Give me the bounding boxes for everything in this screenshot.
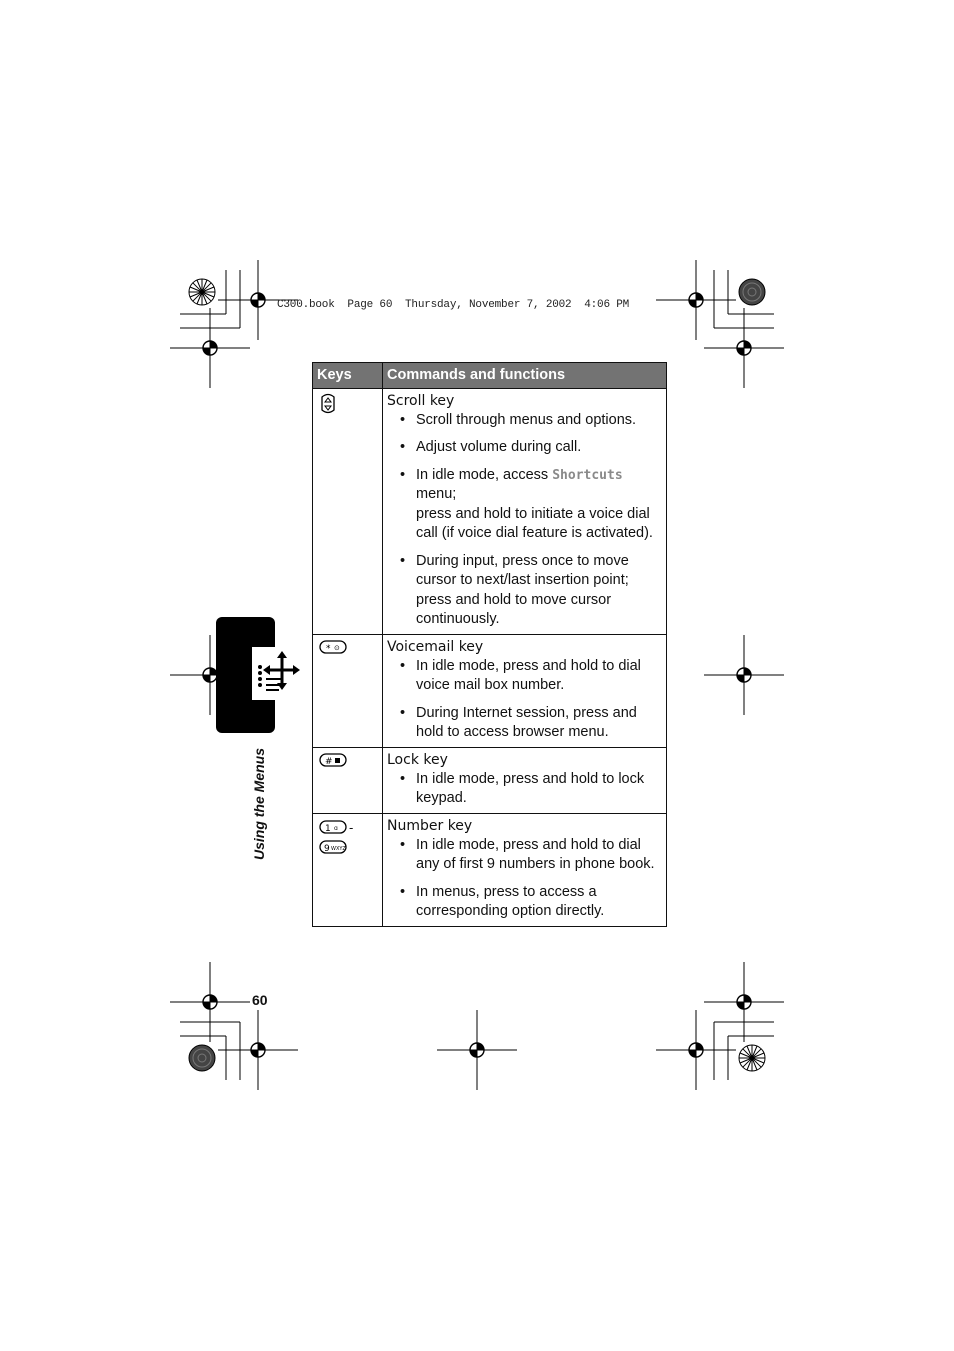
list-item: • In menus, press to access a corresponding option directly. xyxy=(387,883,660,922)
list-item: • Scroll through menus and options. xyxy=(387,411,660,431)
number-key-icon xyxy=(319,839,347,855)
table-row xyxy=(313,388,667,634)
table-row xyxy=(313,747,667,813)
svg-text:ɑ: ɑ xyxy=(334,825,338,833)
list-item: • In idle mode, press and hold to lock keypad. xyxy=(387,770,660,809)
shortcut-prefix: In idle mode, access xyxy=(416,466,553,483)
key-title: Lock key xyxy=(387,751,448,768)
key-range-dash: - xyxy=(349,819,354,835)
page-number: 60 xyxy=(252,992,268,1008)
command-cell xyxy=(383,813,667,926)
commands-column-header: Commands and functions xyxy=(383,363,667,389)
keys-column-header: Keys xyxy=(313,363,383,389)
side-section-label: Using the Menus xyxy=(251,747,267,861)
shortcut-detail: press and hold to initiate a voice dial call (if voice dial feature is activated). xyxy=(416,505,653,541)
svg-text:*: * xyxy=(326,643,331,654)
svg-text:#: # xyxy=(325,756,333,767)
command-cell xyxy=(383,388,667,634)
key-title: Voicemail key xyxy=(387,638,484,655)
list-item: • During input, press once to move cursor to next/last insertion point; press and hold to move cursor continuously. xyxy=(387,552,660,630)
table-row xyxy=(313,813,667,926)
table-row xyxy=(313,634,667,747)
list-item: • During Internet session, press and hold to access browser menu. xyxy=(387,704,660,743)
table-header-row xyxy=(313,363,667,389)
svg-text:WXYZ: WXYZ xyxy=(331,846,346,852)
scroll-key-icon xyxy=(319,393,337,415)
shortcuts-menu-term: Shortcuts xyxy=(552,467,623,483)
shortcut-suffix: menu; xyxy=(416,486,457,502)
list-item: • In idle mode, press and hold to dial any of first 9 numbers in phone book. xyxy=(387,836,660,875)
key-cell xyxy=(313,388,383,634)
voicemail-key-icon xyxy=(319,639,347,655)
list-item: • In idle mode, press and hold to dial voice mail box number. xyxy=(387,657,660,696)
menu-navigation-icon xyxy=(255,650,301,696)
lock-key-icon xyxy=(319,752,347,768)
command-cell xyxy=(383,747,667,813)
keys-table xyxy=(312,362,667,927)
command-cell xyxy=(383,634,667,747)
key-cell xyxy=(313,813,383,926)
key-title: Scroll key xyxy=(387,392,455,409)
svg-text:1: 1 xyxy=(325,824,331,835)
svg-text:9: 9 xyxy=(324,844,330,854)
list-item xyxy=(387,466,660,544)
number-one-key-icon xyxy=(319,819,347,835)
list-item: • Adjust volume during call. xyxy=(387,438,660,458)
svg-text:⊙: ⊙ xyxy=(334,643,340,652)
print-header: C300.book Page 60 Thursday, November 7, 2002 4:06 PM xyxy=(277,299,630,311)
key-title: Number key xyxy=(387,817,473,834)
key-cell xyxy=(313,634,383,747)
key-cell xyxy=(313,747,383,813)
